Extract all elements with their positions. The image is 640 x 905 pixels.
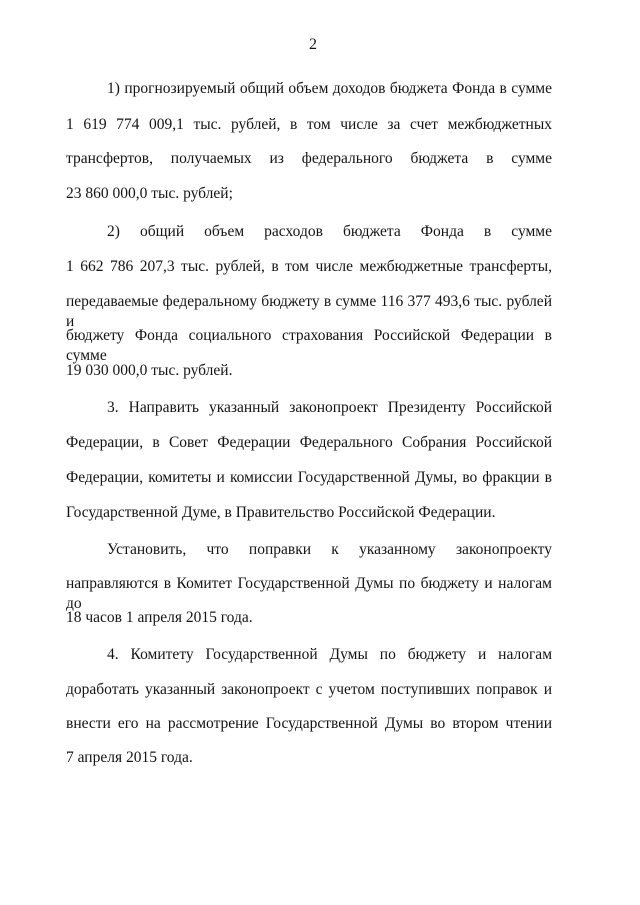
text-line: внести его на рассмотрение Государственной Думы во втором чтении xyxy=(66,715,552,732)
text-line: доработать указанный законопроект с учетом поступивших поправок и xyxy=(66,681,552,698)
text-line: 3. Направить указанный законопроект Президенту Российской xyxy=(107,399,552,416)
text-line: направляются в Комитет Государственной Думы по бюджету и налогам до xyxy=(66,575,552,612)
text-line: передаваемые федеральному бюджету в сумме 116 377 493,6 тыс. рублей и xyxy=(66,293,552,330)
text-line: 2) общий объем расходов бюджета Фонда в сумме xyxy=(107,223,552,240)
text-line: 18 часов 1 апреля 2015 года. xyxy=(66,609,253,626)
page-number: 2 xyxy=(309,36,317,53)
text-line: Федерации, комитеты и комиссии Государственной Думы, во фракции в xyxy=(66,469,552,486)
text-line: 7 апреля 2015 года. xyxy=(66,749,193,766)
text-line: Установить, что поправки к указанному законопроекту xyxy=(107,541,552,558)
text-line: Федерации, в Совет Федерации Федерального Собрания Российской xyxy=(66,434,552,451)
text-line: 19 030 000,0 тыс. рублей. xyxy=(66,362,233,379)
text-line: трансфертов, получаемых из федерального бюджета в сумме xyxy=(66,150,552,167)
text-line: 1 662 786 207,3 тыс. рублей, в том числе межбюджетные трансферты, xyxy=(66,258,552,275)
text-line: 1 619 774 009,1 тыс. рублей, в том числе за счет межбюджетных xyxy=(66,116,552,133)
text-line: 1) прогнозируемый общий объем доходов бюджета Фонда в сумме xyxy=(107,80,552,97)
text-line: 4. Комитету Государственной Думы по бюджету и налогам xyxy=(107,646,552,663)
text-line: бюджету Фонда социального страхования Российской Федерации в сумме xyxy=(66,327,552,364)
text-line: Государственной Думе, в Правительство Российской Федерации. xyxy=(66,504,496,521)
text-line: 23 860 000,0 тыс. рублей; xyxy=(66,185,233,202)
